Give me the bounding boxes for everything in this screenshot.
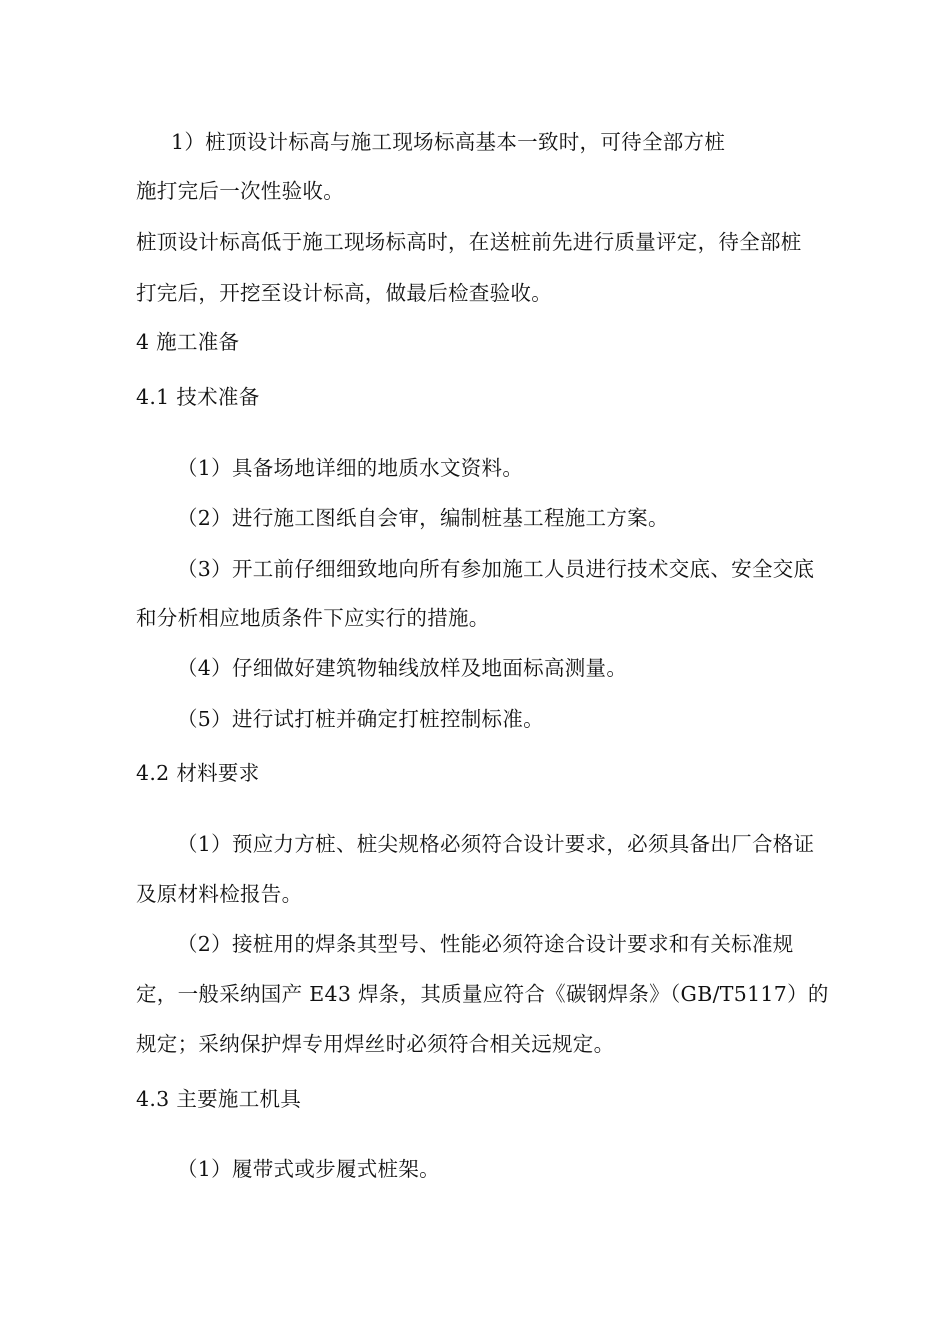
list-item-continuation: 定，一般采纳国产 E43 焊条，其质量应符合《碳钢焊条》（GB/T5117）的: [136, 982, 829, 1006]
paragraph-line: 施打完后一次性验收。: [136, 179, 344, 203]
list-item: （2）接桩用的焊条其型号、性能必须符途合设计要求和有关标准规: [177, 932, 794, 956]
list-item-continuation: 及原材料检报告。: [136, 882, 303, 906]
section-heading: 4 施工准备: [136, 330, 240, 354]
list-item-continuation: 规定；采纳保护焊专用焊丝时必须符合相关远规定。: [136, 1032, 615, 1056]
paragraph-line: 1）桩顶设计标高与施工现场标高基本一致时，可待全部方桩: [171, 130, 726, 154]
subsection-heading: 4.3 主要施工机具: [136, 1087, 302, 1111]
list-item: （1）具备场地详细的地质水文资料。: [177, 456, 524, 480]
list-item: （2）进行施工图纸自会审，编制桩基工程施工方案。: [177, 506, 669, 530]
paragraph-line: 桩顶设计标高低于施工现场标高时，在送桩前先进行质量评定，待全部桩: [136, 230, 802, 254]
list-item: （1）预应力方桩、桩尖规格必须符合设计要求，必须具备出厂合格证: [177, 832, 815, 856]
list-item: （1）履带式或步履式桩架。: [177, 1157, 440, 1181]
list-item: （3）开工前仔细细致地向所有参加施工人员进行技术交底、安全交底: [177, 557, 815, 581]
list-item: （4）仔细做好建筑物轴线放样及地面标高测量。: [177, 656, 628, 680]
list-item-continuation: 和分析相应地质条件下应实行的措施。: [136, 606, 490, 630]
paragraph-line: 打完后，开挖至设计标高，做最后检查验收。: [136, 281, 552, 305]
subsection-heading: 4.2 材料要求: [136, 761, 260, 785]
list-item: （5）进行试打桩并确定打桩控制标准。: [177, 707, 544, 731]
subsection-heading: 4.1 技术准备: [136, 385, 260, 409]
